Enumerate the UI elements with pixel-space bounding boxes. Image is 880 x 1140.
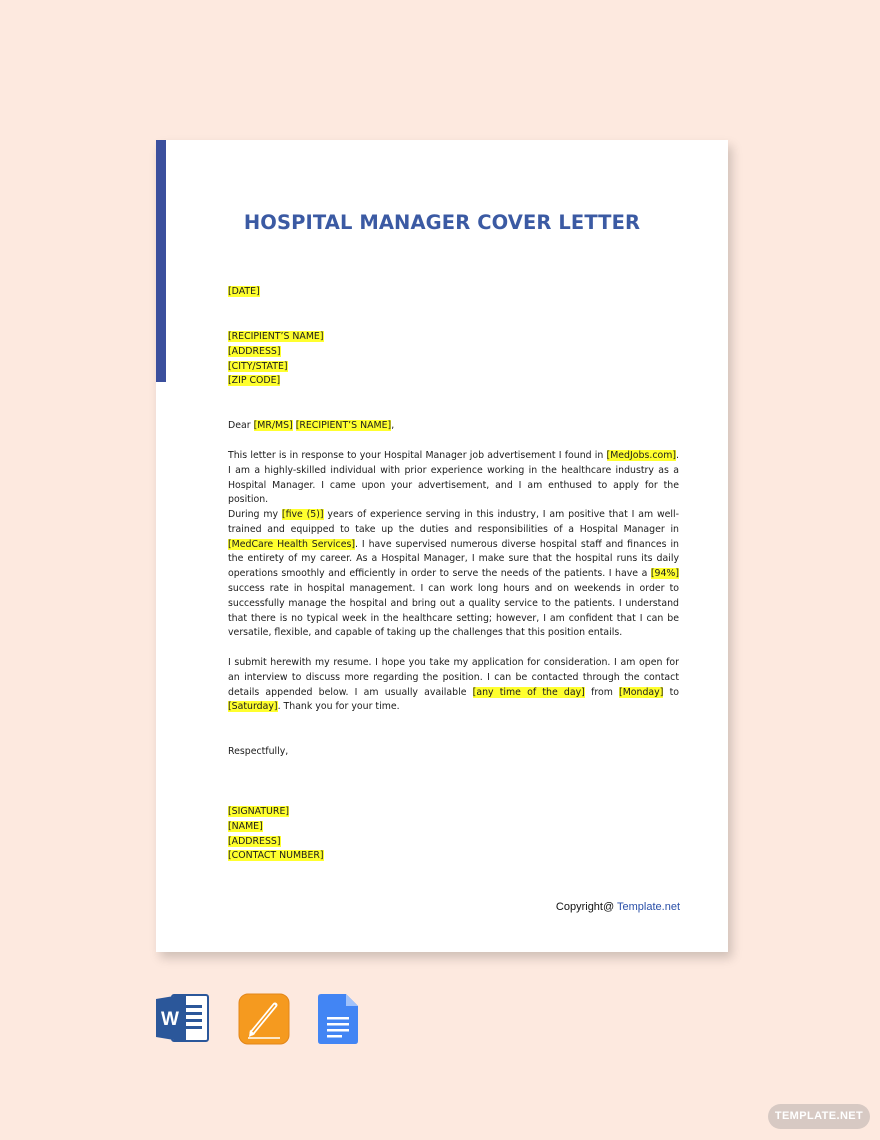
paragraph-1 bbox=[228, 449, 679, 508]
google-docs-icon[interactable] bbox=[318, 993, 360, 1050]
salutation bbox=[228, 419, 679, 434]
watermark-badge: TEMPLATE.NET bbox=[768, 1104, 870, 1129]
address-placeholder: [ADDRESS] bbox=[228, 835, 281, 847]
recipient-city-state: [CITY/STATE] bbox=[228, 360, 288, 372]
page-title: HOSPITAL MANAGER COVER LETTER bbox=[243, 211, 641, 234]
accent-bar bbox=[156, 140, 166, 382]
para1-text-b: . I am a highly-skilled individual with prior experience working in the healthcare industry as a Hospital Manager. I came upon your advertisement, and I am enthused to apply for the position. bbox=[228, 450, 679, 506]
recipient-block bbox=[228, 330, 679, 389]
para3-text-d: . Thank you for your time. bbox=[277, 701, 400, 713]
paragraph-2 bbox=[228, 508, 679, 641]
para2-text-b: years of experience serving in this industry, I am positive that I am well-trained and equipped to take up the duties and responsibilities of a Hospital Manager in bbox=[228, 509, 680, 535]
copyright bbox=[556, 901, 680, 913]
para3-text-c: to bbox=[663, 686, 679, 698]
years-placeholder: [five (5)] bbox=[281, 509, 324, 520]
para2-text-a: During my bbox=[228, 509, 282, 520]
to-day-placeholder: [Saturday] bbox=[228, 701, 278, 713]
svg-text:W: W bbox=[161, 1009, 179, 1030]
availability-placeholder: [any time of the day] bbox=[472, 686, 585, 698]
name-placeholder: [NAME] bbox=[228, 820, 263, 832]
date-block bbox=[228, 285, 679, 300]
copyright-link[interactable]: Template.net bbox=[617, 901, 680, 913]
from-day-placeholder: [Monday] bbox=[619, 686, 664, 698]
signature-block bbox=[228, 805, 679, 864]
para2-text-d: success rate in hospital management. I can work long hours and on weekends in order to successfully manage the hospital and bring out a quality service to the patients. I understand that there is no typical week in the healthcare setting; however, I am confident that I can be versatile, flexible, and capable of taking up the challenges that this position entails. bbox=[228, 582, 679, 639]
contact-number-placeholder: [CONTACT NUMBER] bbox=[228, 850, 324, 862]
para3-text-a: I submit herewith my resume. I hope you take my application for consideration. I am open for an interview to discuss more regarding the position. I can be contacted through the contact details appended below. I am usually available bbox=[228, 657, 679, 698]
salutation-title: [MR/MS] bbox=[253, 420, 293, 431]
job-site-placeholder: [MedJobs.com] bbox=[606, 450, 677, 461]
success-rate-placeholder: [94%] bbox=[650, 568, 679, 580]
para1-text-a: This letter is in response to your Hospital Manager job advertisement I found in bbox=[228, 450, 607, 461]
company-placeholder: [MedCare Health Services] bbox=[228, 538, 356, 550]
copyright-label: Copyright@ bbox=[555, 901, 618, 913]
pages-icon[interactable] bbox=[238, 993, 290, 1050]
recipient-name: [RECIPIENT’S NAME] bbox=[228, 331, 324, 342]
para3-text-b: from bbox=[584, 686, 620, 698]
salutation-name: [RECIPIENT’S NAME] bbox=[295, 420, 392, 431]
recipient-zip: [ZIP CODE] bbox=[228, 375, 281, 387]
salutation-dear: Dear bbox=[228, 420, 254, 431]
para2-text-c: . I have supervised numerous diverse hospital staff and finances in the entirety of my career. As a Hospital Manager, I make sure that the hospital runs its daily operations smoothly and efficiently in order to serve the needs of the patients. I have a bbox=[228, 538, 680, 580]
signature-placeholder: [SIGNATURE] bbox=[228, 806, 290, 817]
closing: Respectfully, bbox=[228, 746, 289, 757]
word-icon[interactable] bbox=[156, 993, 210, 1048]
date-placeholder: [DATE] bbox=[228, 286, 260, 297]
recipient-address: [ADDRESS] bbox=[228, 345, 281, 357]
letter-page bbox=[156, 140, 728, 952]
paragraph-3 bbox=[228, 656, 679, 715]
salutation-comma: , bbox=[391, 420, 395, 431]
